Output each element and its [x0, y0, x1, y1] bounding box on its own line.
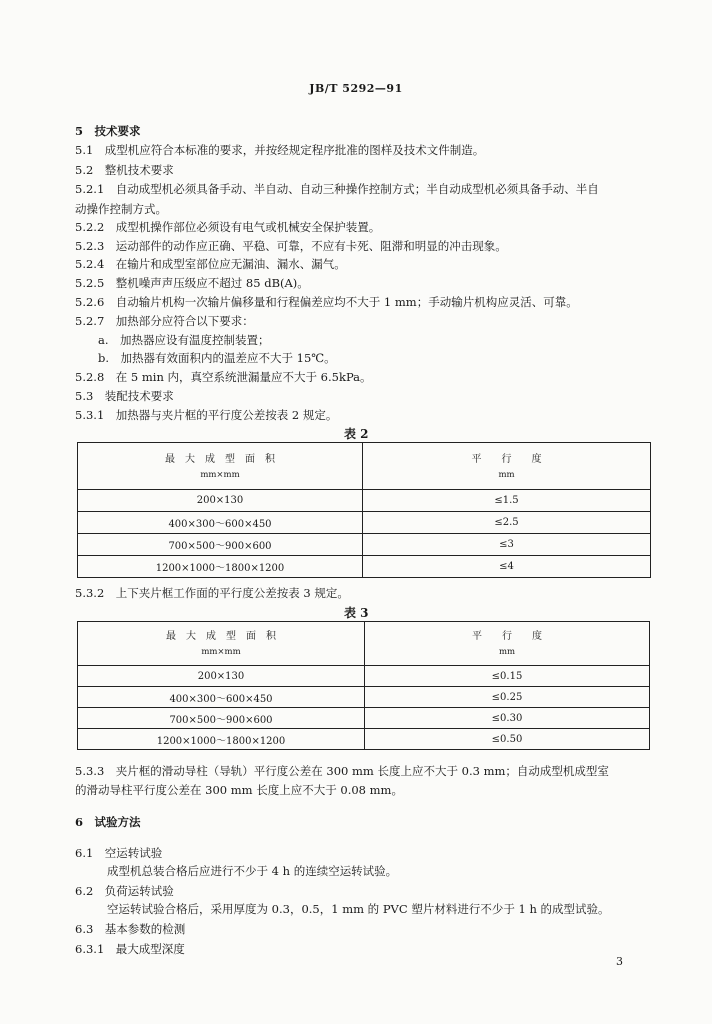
table-2	[77, 442, 651, 578]
section-6-heading: 6 试验方法	[75, 815, 141, 829]
para-5-2-4: 5.2.4 在输片和成型室部位应无漏油、漏水、漏气。	[75, 257, 346, 271]
para-5-2-6: 5.2.6 自动输片机构一次输片偏移量和行程偏差应均不大于 1 mm；手动输片机构应灵活、可靠。	[75, 295, 578, 309]
para-6-2-body: 空运转试验合格后，采用厚度为 0.3，0.5，1 mm 的 PVC 塑片材料进行不少于 1 h 的成型试验。	[107, 902, 610, 916]
table-row: 200×130	[78, 666, 365, 687]
table-row: 700×500～900×600	[78, 708, 365, 729]
table-row: 1200×1000～1800×1200	[78, 729, 365, 750]
para-5-3: 5.3 装配技术要求	[75, 389, 174, 403]
table-cell: ≤0.15	[365, 666, 650, 687]
para-5-2-1a: 5.2.1 自动成型机必须具备手动、半自动、自动三种操作控制方式；半自动成型机必须具备手动、半自	[75, 182, 599, 196]
para-5-2-2: 5.2.2 成型机操作部位必须设有电气或机械安全保护装置。	[75, 220, 381, 234]
table-row: 200×130	[78, 490, 363, 512]
table-cell: ≤2.5	[363, 512, 651, 534]
para-6-2: 6.2 负荷运转试验	[75, 884, 174, 898]
para-6-1-body: 成型机总装合格后应进行不少于 4 h 的连续空运转试验。	[107, 864, 398, 878]
para-5-3-3b: 的滑动导柱平行度公差在 300 mm 长度上应不大于 0.08 mm。	[75, 783, 403, 797]
para-5-2-8: 5.2.8 在 5 min 内，真空系统泄漏量应不大于 6.5kPa。	[75, 370, 372, 384]
para-5-2-3: 5.2.3 运动部件的动作应正确、平稳、可靠，不应有卡死、阻滞和明显的冲击现象。	[75, 239, 507, 253]
para-6-1: 6.1 空运转试验	[75, 846, 163, 860]
table-cell: ≤3	[363, 534, 651, 556]
para-5-3-3a: 5.3.3 夹片框的滑动导柱（导轨）平行度公差在 300 mm 长度上应不大于 0.3 mm；自动成型机成型室	[75, 764, 609, 778]
para-5-2-7-a: a. 加热器应设有温度控制装置；	[98, 333, 270, 347]
para-6-3: 6.3 基本参数的检测	[75, 922, 186, 936]
para-5-2-7-b: b. 加热器有效面积内的温差应不大于 15℃。	[98, 351, 336, 365]
page-number: 3	[616, 955, 623, 968]
para-6-3-1: 6.3.1 最大成型深度	[75, 942, 185, 956]
table-2-caption: 表 2	[344, 427, 369, 441]
para-5-1: 5.1 成型机应符合本标准的要求，并按经规定程序批准的图样及技术文件制造。	[75, 143, 485, 157]
table-cell: ≤4	[363, 556, 651, 578]
table-3-header-size: 最 大 成 型 面 积 mm×mm	[78, 622, 365, 666]
section-5-heading: 5 技术要求	[75, 124, 141, 138]
table-cell: ≤1.5	[363, 490, 651, 512]
table-2-header-parallelism: 平 行 度 mm	[363, 443, 651, 490]
table-row: 700×500～900×600	[78, 534, 363, 556]
table-row: 400×300～600×450	[78, 687, 365, 708]
para-5-2-1b: 动操作控制方式。	[75, 202, 167, 216]
page-header: JB/T 5292—91	[309, 82, 403, 95]
table-3	[77, 621, 650, 750]
table-3-header-parallelism: 平 行 度 mm	[365, 622, 650, 666]
para-5-2-5: 5.2.5 整机噪声声压级应不超过 85 dB(A)。	[75, 276, 309, 290]
table-cell: ≤0.50	[365, 729, 650, 750]
table-cell: ≤0.25	[365, 687, 650, 708]
para-5-3-2: 5.3.2 上下夹片框工作面的平行度公差按表 3 规定。	[75, 586, 349, 600]
para-5-2-7: 5.2.7 加热部分应符合以下要求：	[75, 314, 254, 328]
para-5-3-1: 5.3.1 加热器与夹片框的平行度公差按表 2 规定。	[75, 408, 338, 422]
para-5-2: 5.2 整机技术要求	[75, 163, 174, 177]
table-3-caption: 表 3	[344, 606, 369, 620]
table-row: 400×300～600×450	[78, 512, 363, 534]
table-cell: ≤0.30	[365, 708, 650, 729]
table-2-header-size: 最 大 成 型 面 积 mm×mm	[78, 443, 363, 490]
table-row: 1200×1000～1800×1200	[78, 556, 363, 578]
